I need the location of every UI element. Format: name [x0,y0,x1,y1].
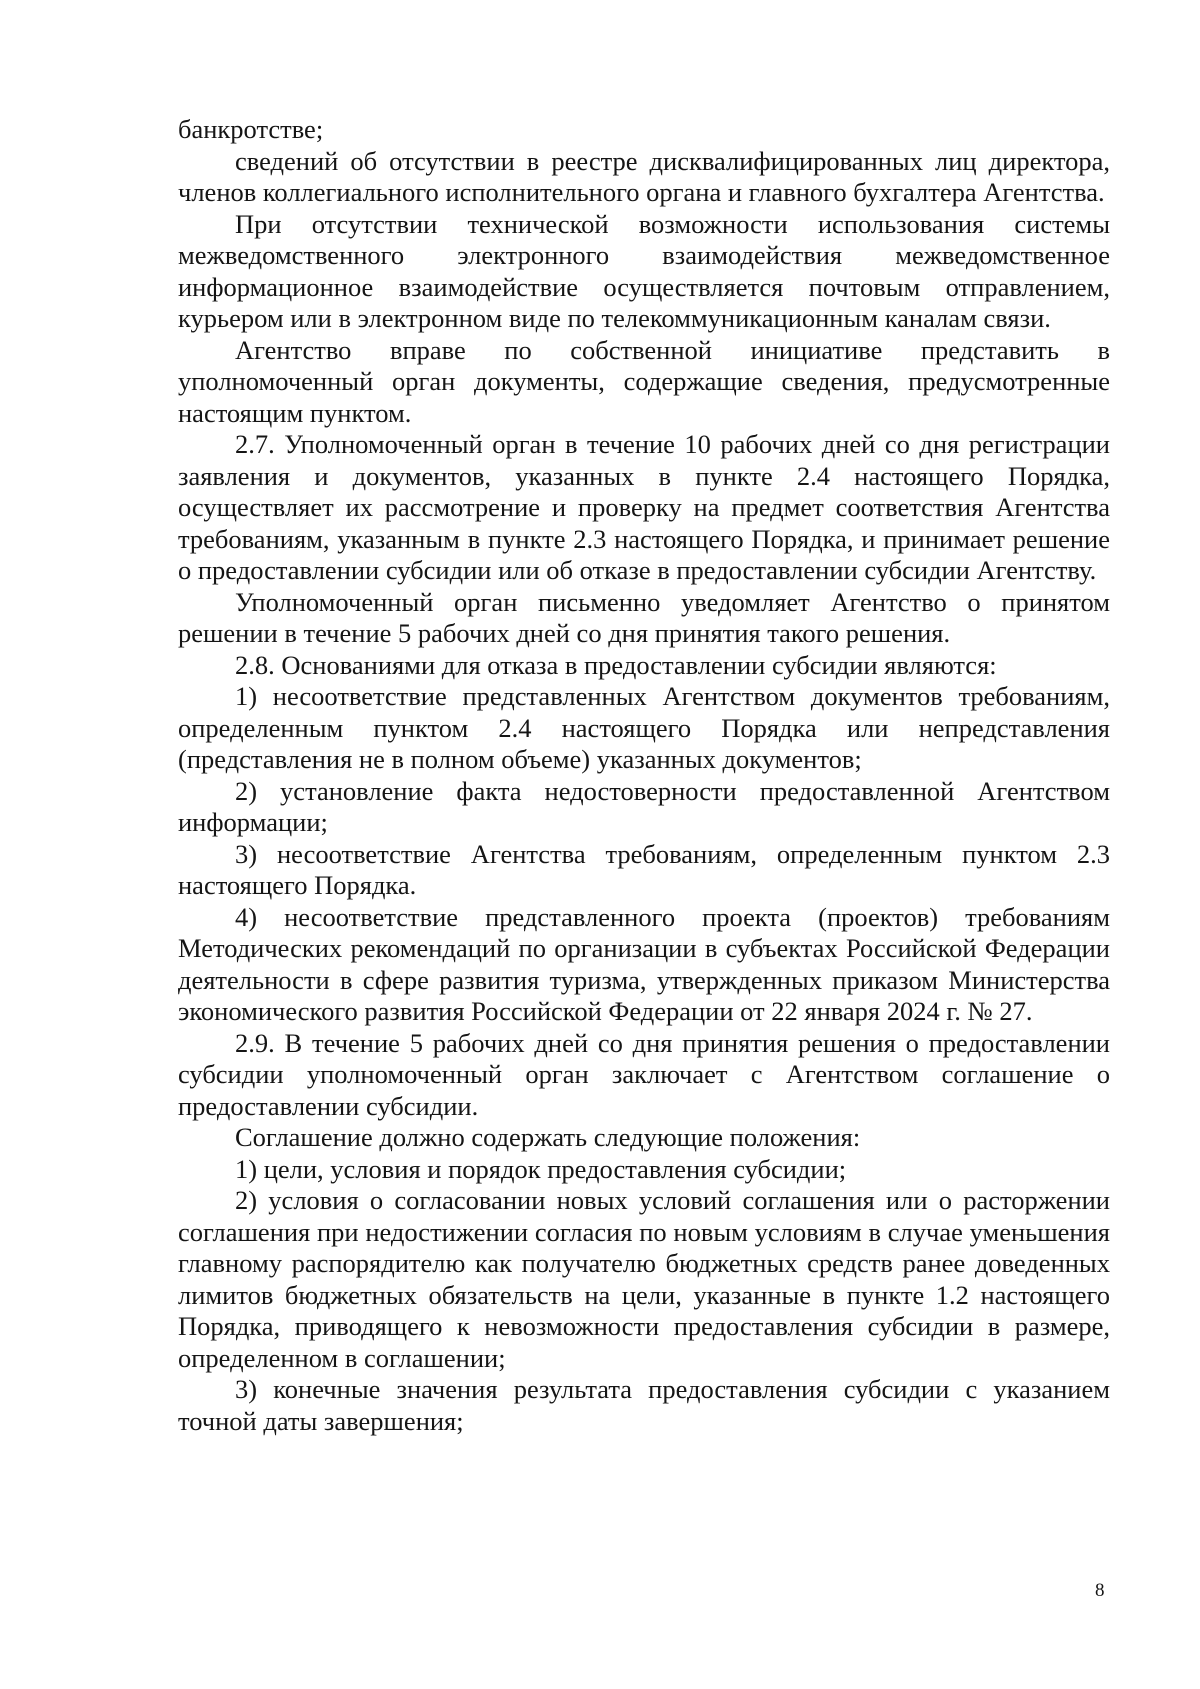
page-number: 8 [1095,1580,1105,1601]
paragraph: сведений об отсутствии в реестре дисквалифицированных лиц директора, членов коллегиального исполнительного органа и главного бухгалтера Агентства. [178,145,1110,207]
paragraph: банкротстве; [178,114,324,144]
paragraph: Соглашение должно содержать следующие положения: [235,1122,861,1152]
paragraph: При отсутствии технической возможности использования системы межведомственного электронного взаимодействия межведомственное информационное взаимодействие осуществляется почтовым отправлением, курьером или в электронном виде по телекоммуникационным каналам связи. [178,208,1110,333]
paragraph: 3) конечные значения результата предоставления субсидии с указанием точной даты завершения; [178,1374,1110,1436]
paragraph: 1) несоответствие представленных Агентством документов требованиям, определенным пунктом 2.4 настоящего Порядка или непредставления (представления не в полном объеме) указанных документов; [178,681,1110,774]
paragraph: 2) установление факта недостоверности предоставленной Агентством информации; [178,775,1110,837]
paragraph: 4) несоответствие представленного проекта (проектов) требованиям Методических рекомендаций по организации в субъектах Российской Федерации деятельности в сфере развития туризма, утвержденных приказом Министерства экономического развития Российской Федерации от 22 января 2024 г. № 27. [178,901,1110,1026]
paragraph: Агентство вправе по собственной инициативе представить в уполномоченный орган документы, содержащие сведения, предусмотренные настоящим пунктом. [178,334,1110,428]
paragraph: 1) цели, условия и порядок предоставления субсидии; [235,1153,847,1184]
paragraph: 2.8. Основаниями для отказа в предоставлении субсидии являются: [235,649,997,680]
paragraph: 2.7. Уполномоченный орган в течение 10 рабочих дней со дня регистрации заявления и документов, указанных в пункте 2.4 настоящего Порядка, осуществляет их рассмотрение и проверку на предмет соответствия Агентства требованиям, указанным в пункте 2.3 настоящего Порядка, и принимает решение о предоставлении субсидии или об отказе в предоставлении субсидии Агентству. [178,429,1110,585]
paragraph: 3) несоответствие Агентства требованиям, определенным пунктом 2.3 настоящего Порядка. [178,838,1110,900]
document-body [178,114,1110,1437]
paragraph: 2) условия о согласовании новых условий соглашения или о расторжении соглашения при недостижении согласия по новым условиям в случае уменьшения главному распорядителю как получателю бюджетных средств ранее доведенных лимитов бюджетных обязательств на цели, указанные в пункте 1.2 настоящего Порядка, приводящего к невозможности предоставления субсидии в размере, определенном в соглашении; [178,1185,1110,1373]
paragraph: Уполномоченный орган письменно уведомляет Агентство о принятом решении в течение 5 рабочих дней со дня принятия такого решения. [178,586,1110,648]
paragraph: 2.9. В течение 5 рабочих дней со дня принятия решения о предоставлении субсидии уполномоченный орган заключает с Агентством соглашение о предоставлении субсидии. [178,1027,1110,1121]
